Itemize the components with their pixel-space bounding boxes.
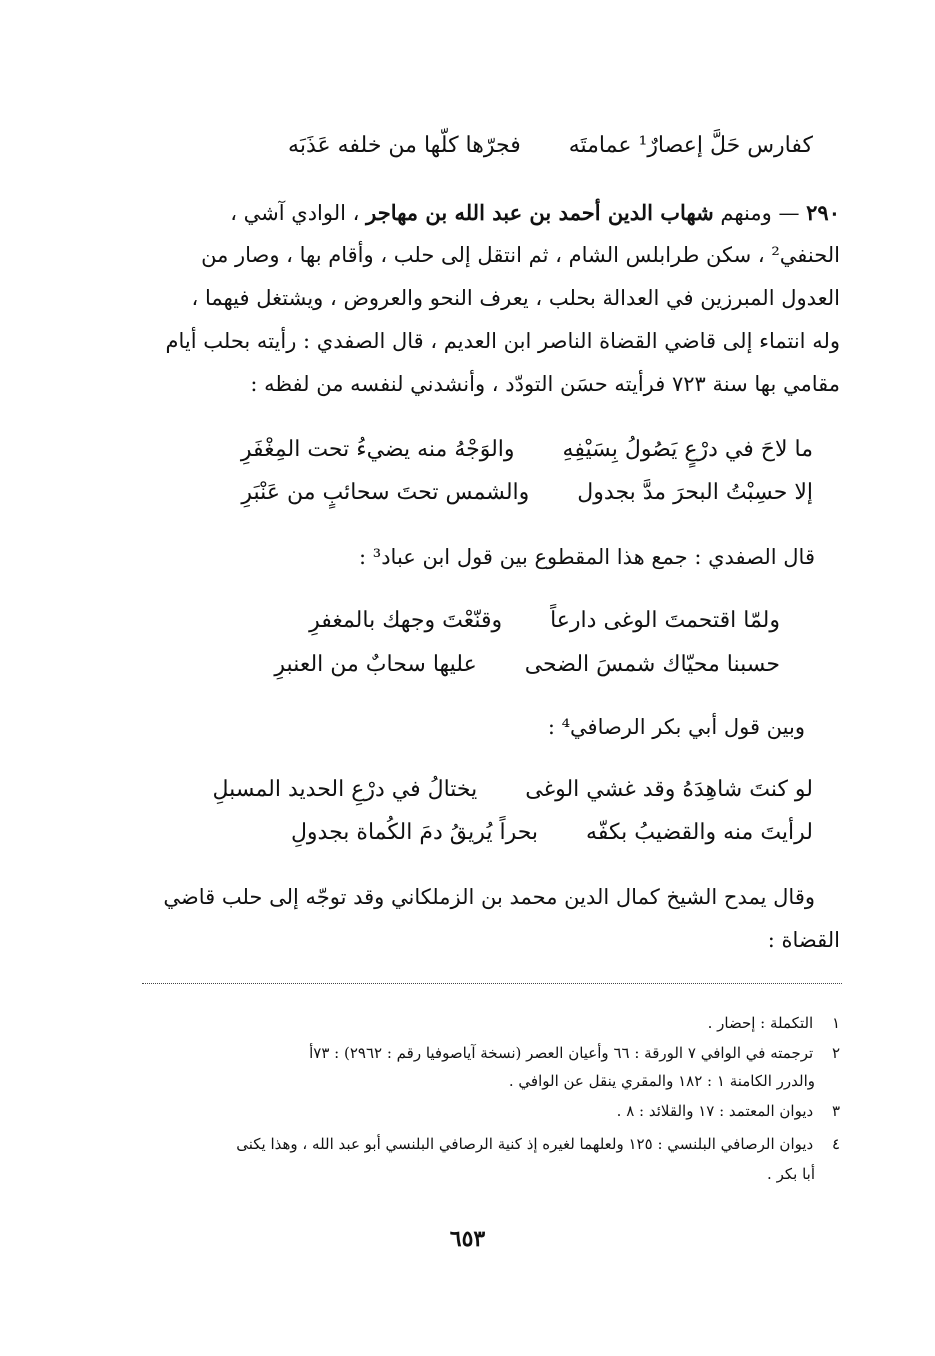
entry-person-name: شهاب الدين أحمد بن عبد الله بن مهاجر — [366, 200, 714, 225]
verse-hemistich-second: والوَجْهُ منه يضيءُ تحت المِغْفَرِ — [240, 437, 515, 462]
footnote-3 — [140, 1102, 840, 1121]
verse-hemistich-second: والشمس تحتَ سحائبٍ من عَنْبَرِ — [241, 480, 530, 505]
rusafi-note: وبين قول أبي بكر الرصافي⁴ : — [547, 715, 805, 739]
poem2-verse-2 — [274, 652, 780, 677]
footnote-number: ٣ — [831, 1102, 840, 1120]
entry-dash: — — [778, 201, 800, 225]
safadi-note: قال الصفدي : جمع هذا المقطوع بين قول ابن عباد³ : — [359, 545, 815, 569]
footnote-2-continuation: والدرر الكامنة ١ : ١٨٢ والمقري ينقل عن الوافي . — [508, 1072, 815, 1090]
verse-hemistich-first: لرأيتَ منه والقضيبُ بكفّه — [586, 820, 813, 845]
verse-hemistich-second: فجرّها كلّها من خلفه عَذَبَه — [288, 133, 521, 158]
entry-number: ٢٩٠ — [806, 200, 840, 225]
footnote-4 — [140, 1135, 840, 1154]
poem1-verse-2 — [241, 480, 813, 505]
footnote-text: ترجمته في الوافي ٧ الورقة : ٦٦ وأعيان العصر (نسخة آياصوفيا رقم : ٢٩٦٢) : ٧٣أ — [309, 1044, 814, 1062]
footnote-text: التكملة : إحضار . — [707, 1014, 814, 1032]
poem1-verse-1 — [241, 437, 813, 462]
footnote-number: ٢ — [831, 1044, 840, 1062]
poem3-verse-2 — [291, 820, 813, 845]
footnote-number: ١ — [831, 1014, 840, 1032]
entry-line-5: مقامي بها سنة ٧٢٣ فرأيته حسَن التودّد ، وأنشدني لنفسه من لفظه : — [250, 372, 840, 396]
verse-hemistich-first: كفارس حَلَّ إعصارٌ¹ عمامتَه — [568, 133, 813, 158]
entry-line-2: الحنفي² ، سكن طرابلس الشام ، ثم انتقل إلى حلب ، وأقام بها ، وصار من — [201, 243, 840, 267]
footnote-1 — [140, 1014, 840, 1033]
footnote-number: ٤ — [831, 1135, 840, 1153]
verse-hemistich-second: عليها سحابٌ من العنبرِ — [274, 652, 477, 677]
verse-hemistich-first: حسبنا محيّاك شمسَ الضحى — [524, 652, 780, 677]
verse-hemistich-first: ما لاحَ في درْعٍ يَصُولُ بِسَيْفِهِ — [562, 437, 813, 462]
poem2-verse-1 — [309, 608, 780, 633]
verse-hemistich-second: يختالُ في درْعِ الحديد المسبلِ — [212, 777, 478, 802]
entry-line-3: العدول المبرزين في العدالة بحلب ، يعرف النحو والعروض ، ويشتغل فيهما ، — [191, 286, 840, 310]
footnote-text: ديوان الرصافي البلنسي : ١٢٥ ولعلهما لغيره إذ كنية الرصافي البلنسي أبو عبد الله ، وهذا يكنى — [236, 1135, 814, 1153]
entry-line-4: وله انتماء إلى قاضي القضاة الناصر ابن العديم ، قال الصفدي : رأيته بحلب أيام — [165, 329, 840, 353]
footnote-2 — [140, 1044, 840, 1063]
verse-hemistich-first: لو كنتَ شاهِدَهُ وقد غشي الوغى — [525, 777, 813, 802]
footnote-separator — [142, 983, 842, 984]
entry-heading-rest: ، الوادي آشي ، — [230, 201, 360, 225]
verse-hemistich-second: بحراً يُريقُ دمَ الكُماة بجدولِ — [290, 820, 539, 845]
footnote-4-continuation: أبا بكر . — [767, 1165, 815, 1183]
closing-line-2: القضاة : — [767, 928, 840, 952]
poem3-verse-1 — [213, 777, 813, 802]
page-number: ٦٥٣ — [449, 1226, 486, 1252]
entry-heading — [230, 200, 840, 226]
footnote-text: ديوان المعتمد : ١٧ والقلائد : ٨ . — [616, 1102, 814, 1120]
verse-hemistich-first: إلا حسِبْتُ البحرَ مدَّ بجدول — [577, 480, 813, 505]
top-verse — [288, 133, 813, 158]
closing-line-1: وقال يمدح الشيخ كمال الدين محمد بن الزملكاني وقد توجّه إلى حلب قاضي — [163, 885, 815, 909]
entry-heading-intro: ومنهم — [720, 201, 772, 225]
verse-hemistich-second: وقنّعْتَ وجهك بالمغفرِ — [309, 608, 503, 633]
verse-hemistich-first: ولمّا اقتحمتَ الوغى دارعاً — [550, 608, 780, 633]
